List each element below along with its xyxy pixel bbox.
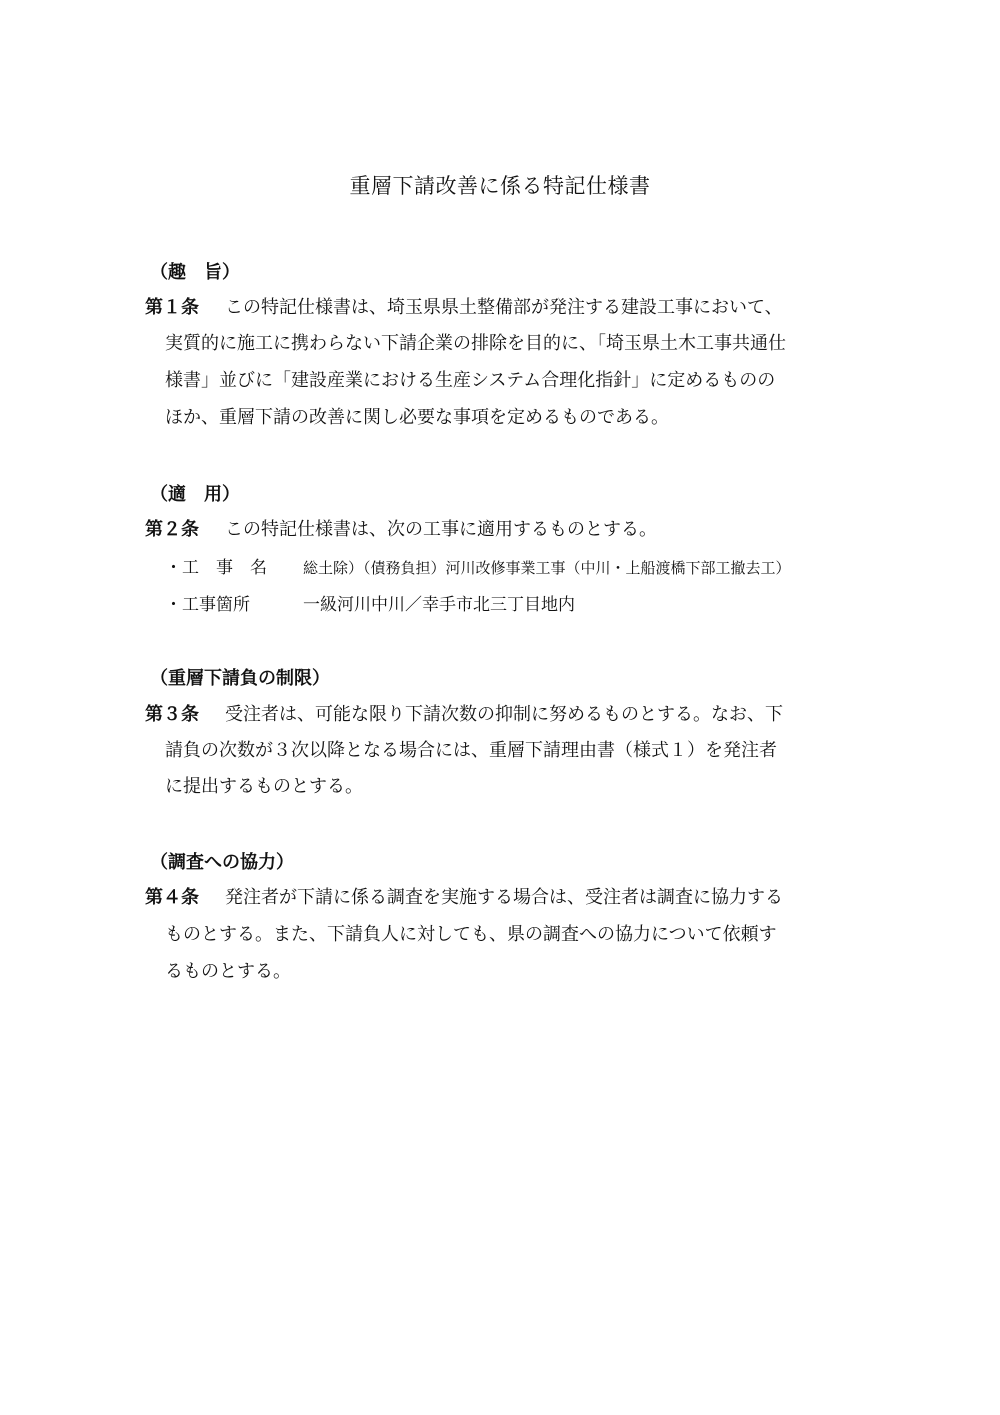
item-value: 総土除）（債務負担）河川改修事業工事（中川・上船渡橋下部工撤去工） <box>303 559 791 577</box>
document-title: 重層下請改善に係る特記仕様書 <box>349 174 651 198</box>
article-line: るものとする。 <box>165 961 291 982</box>
work-name-item <box>165 553 791 578</box>
section-heading-scope: （適 用） <box>150 484 240 505</box>
article-line: 実質的に施工に携わらない下請企業の排除を目的に、「埼玉県土木工事共通仕 <box>165 333 786 354</box>
item-key: ・工事箇所 <box>165 595 250 615</box>
section-heading-restriction: （重層下請負の制限） <box>150 668 330 689</box>
article-3 <box>145 700 783 726</box>
work-location-item <box>165 590 575 615</box>
article-line: この特記仕様書は、埼玉県県土整備部が発注する建設工事において、 <box>225 297 783 318</box>
article-number: 第４条 <box>145 887 199 908</box>
article-number: 第３条 <box>145 704 199 725</box>
article-line: に提出するものとする。 <box>165 776 363 797</box>
article-1 <box>145 293 783 319</box>
article-4 <box>145 883 783 909</box>
article-line: 様書」並びに「建設産業における生産システム合理化指針」に定めるものの <box>165 370 776 391</box>
article-number: 第２条 <box>145 519 199 540</box>
section-heading-cooperation: （調査への協力） <box>150 852 294 873</box>
section-heading-purpose: （趣 旨） <box>150 262 240 283</box>
article-2 <box>145 515 657 541</box>
article-line: ものとする。また、下請負人に対しても、県の調査への協力について依頼す <box>165 924 777 945</box>
article-line: 発注者が下請に係る調査を実施する場合は、受注者は調査に協力する <box>225 887 783 908</box>
item-key: ・工 事 名 <box>165 558 267 578</box>
article-line: この特記仕様書は、次の工事に適用するものとする。 <box>225 519 657 540</box>
article-line: ほか、重層下請の改善に関し必要な事項を定めるものである。 <box>165 407 669 428</box>
item-value: 一級河川中川／幸手市北三丁目地内 <box>303 595 575 615</box>
article-number: 第１条 <box>145 297 199 318</box>
article-line: 受注者は、可能な限り下請次数の抑制に努めるものとする。なお、下 <box>225 704 783 725</box>
article-line: 請負の次数が３次以降となる場合には、重層下請理由書（様式１）を発注者 <box>165 740 777 761</box>
